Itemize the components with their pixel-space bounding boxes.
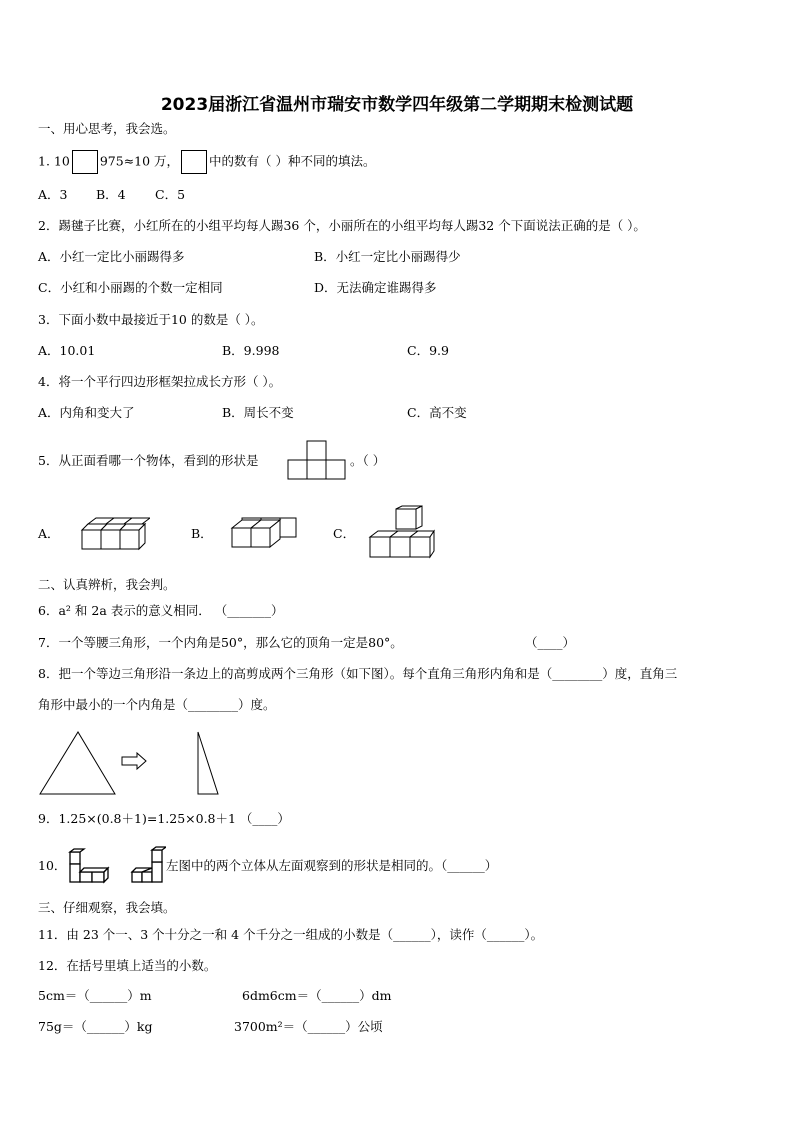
- q2-option-a: A．小红一定比小丽踢得多: [38, 249, 185, 264]
- question-8-line-2: 角形中最小的一个内角是（________）度。: [38, 697, 276, 712]
- q1-option-a: A．3: [38, 187, 68, 202]
- q1-middle: 975≈10 万，: [99, 153, 180, 169]
- q3-option-b: B．9.998: [222, 343, 280, 358]
- q5-tail: 。（ ）: [350, 453, 386, 468]
- q7-blank: （____）: [525, 635, 576, 650]
- q5-option-c: C．: [333, 526, 356, 541]
- question-12: 12．在括号里填上适当的小数。: [38, 958, 217, 973]
- q5-option-a: A．: [38, 526, 60, 541]
- q1-blank-box: [72, 150, 98, 174]
- q5-front-view-figure: [287, 440, 347, 480]
- q5-option-b: B．: [191, 526, 213, 541]
- q5-option-b-figure: [230, 514, 300, 554]
- question-3: 3．下面小数中最接近于10 的数是（ ）。: [38, 312, 264, 327]
- question-4: 4．将一个平行四边形框架拉成长方形（ ）。: [38, 374, 282, 389]
- q5-option-c-figure: [368, 505, 436, 559]
- question-8-line-1: 8．把一个等边三角形沿一条边上的高剪成两个三角形（如下图）。每个直角三角形内角和是（________）度，直角三: [38, 666, 678, 681]
- question-2: 2．踢毽子比赛，小红所在的小组平均每人踢36 个，小丽所在的小组平均每人踢32 个下面说法正确的是（ ）。: [38, 218, 646, 233]
- q1-suffix: 中的数有（ ）种不同的填法。: [209, 153, 376, 169]
- q12-item-3: 75g＝（______）kg: [38, 1019, 153, 1034]
- section-1-heading: 一、用心思考，我会选。: [38, 121, 176, 136]
- question-1: [38, 150, 376, 174]
- q4-option-c: C．高不变: [407, 405, 467, 420]
- q1-option-b: B．4: [96, 187, 126, 202]
- q2-option-b: B．小红一定比小丽踢得少: [314, 249, 461, 264]
- q12-item-4: 3700m²＝（______）公顷: [234, 1019, 383, 1034]
- q5-option-a-figure: [80, 514, 150, 552]
- question-7: 7．一个等腰三角形，一个内角是50°，那么它的顶角一定是80°。: [38, 635, 403, 650]
- section-2-heading: 二、认真辨析，我会判。: [38, 577, 176, 592]
- question-6: 6．a² 和 2a 表示的意义相同． （_______）: [38, 603, 284, 618]
- q1-number: 1.: [38, 153, 50, 169]
- q1-prefix: 10: [53, 153, 70, 169]
- section-3-heading: 三、仔细观察，我会填。: [38, 900, 176, 915]
- q1-option-c: C．5: [155, 187, 186, 202]
- question-11: 11．由 23 个一、3 个十分之一和 4 个千分之一组成的小数是（______），读作（______）。: [38, 927, 544, 942]
- q4-option-a: A．内角和变大了: [38, 405, 135, 420]
- page-title: 2023届浙江省温州市瑞安市数学四年级第二学期期末检测试题: [160, 95, 634, 115]
- q2-option-d: D．无法确定谁踢得多: [314, 280, 437, 295]
- q2-option-c: C．小红和小丽踢的个数一定相同: [38, 280, 223, 295]
- q10-solid-figures: [66, 846, 166, 886]
- q4-option-b: B．周长不变: [222, 405, 294, 420]
- q3-option-a: A．10.01: [38, 343, 96, 358]
- question-10: 左图中的两个立体从左面观察到的形状是相同的。（______）: [166, 858, 498, 873]
- q1-blank-box-2: [181, 150, 207, 174]
- q8-triangle-figure: [38, 730, 238, 796]
- q12-item-1: 5cm＝（______）m: [38, 988, 152, 1003]
- q12-item-2: 6dm6cm＝（______）dm: [242, 988, 392, 1003]
- question-5: 5．从正面看哪一个物体，看到的形状是: [38, 453, 259, 468]
- question-9: 9．1.25×(0.8＋1)=1.25×0.8＋1 （____）: [38, 811, 290, 826]
- q3-option-c: C．9.9: [407, 343, 449, 358]
- q10-number: 10．: [38, 858, 67, 873]
